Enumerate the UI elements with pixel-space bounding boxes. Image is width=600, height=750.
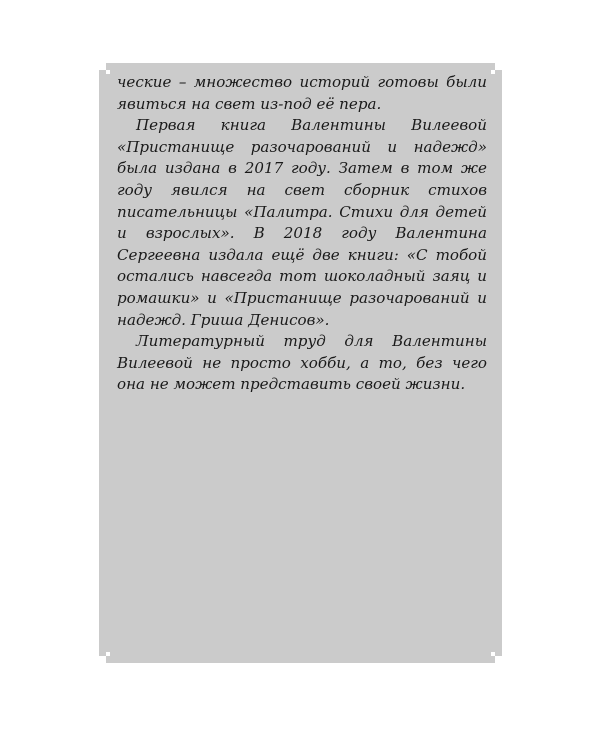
corner-mark [99, 656, 106, 663]
corner-mark [491, 652, 495, 656]
paragraph-literary-work: Литературный труд для Валентины Вилеевой не просто хобби, а то, без чего она не может представить своей жизни. [117, 332, 487, 394]
paragraph-continuation: ческие – множество историй готовы были явиться на свет из-под её пера. [117, 73, 487, 113]
corner-mark [491, 70, 495, 74]
corner-mark [495, 656, 502, 663]
corner-mark [106, 652, 110, 656]
corner-mark [495, 63, 502, 70]
paragraph-first-book: Первая книга Валентины Вилеевой «Пристанище разочарований и надежд» была издана в 2017 году. Затем в том же году явился на свет сборник стихов писательницы «Палитра. Стихи для детей и взрослых». В 2018 году Валентина Сергеевна издала ещё две книги: «С тобой остались навсегда тот шоколадный заяц и ромашки» и «Пристанище разочарований и надежд. Гриша Денисов». [117, 116, 487, 329]
corner-mark [106, 70, 110, 74]
body-text [117, 72, 487, 396]
corner-mark [99, 63, 106, 70]
